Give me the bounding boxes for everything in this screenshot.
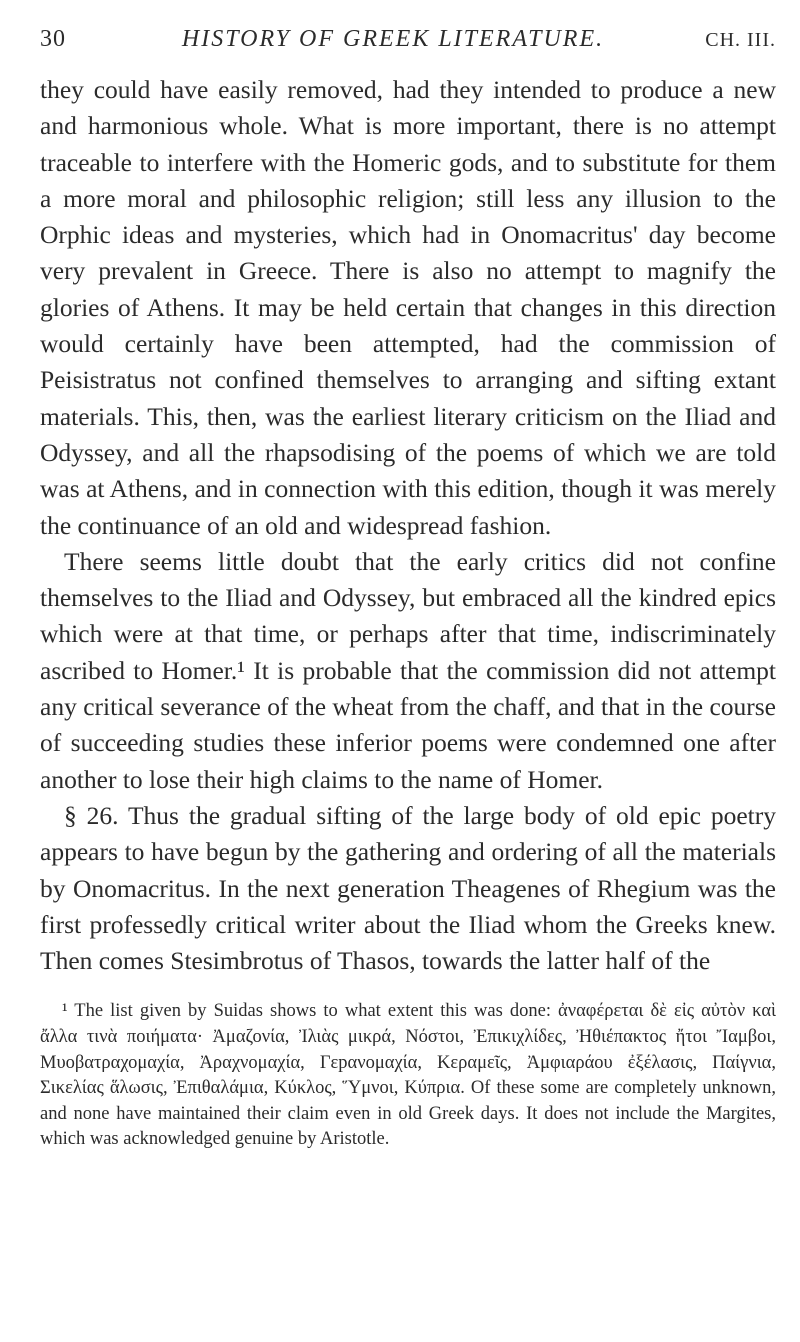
paragraph-3-section-26: § 26. Thus the gradual sifting of the large body of old epic poetry appears to have begun by the gathering and ordering of all the materials by Onomacritus. In the next generation Theagenes of Rhegium was the first professedly critical writer about the Iliad whom the Greeks knew. Then comes Stesimbrotus of Thasos, towards the latter half of the xyxy=(40,800,776,976)
paragraph-1: they could have easily removed, had they intended to produce a new and harmonious whole. What is more important, there is no attempt traceable to interfere with the Homeric gods, and to substitute for them a more moral and philosophic religion; still less any illusion to the Orphic ideas and mysteries, which had in Onomacritus' day become very prevalent in Greece. There is also no attempt to magnify the glories of Athens. It may be held certain that changes in this direction would certainly have been attempted, had the commission of Peisistratus not confined themselves to arranging and sifting extant materials. This, then, was the earliest literary criticism on the Iliad and Odyssey, and all the rhapsodising of the poems of which we are told was at Athens, and in connection with this edition, though it was merely the continuance of an old and widespread fashion. xyxy=(40,75,776,540)
running-title: HISTORY OF GREEK LITERATURE. xyxy=(181,26,605,52)
chapter-label: CH. III. xyxy=(705,29,776,51)
footnote-block xyxy=(40,999,776,1153)
page-number: 30 xyxy=(40,26,66,52)
footnote-1: ¹ The list given by Suidas shows to what extent this was done: ἀναφέρεται δὲ εἰς αὐτὸν καὶ ἄλλα τινὰ ποιήματα· Ἀμαζονία, Ἰλιὰς μικρά, Νόστοι, Ἐπικιχλίδες, Ἠθιέπακτος ἤτοι Ἴαμβοι, Μυοβατραχομαχία, Ἀραχνομαχία, Γεpανομαχία, Κεραμεῖς, Ἀμφιαράου ἐξέλασις, Παίγνια, Σικελίας ἅλωσις, Ἐπιθαλάμια, Κύκλος, Ὕμνοι, Κύπρια. Of these some are completely unknown, and none have maintained their claim even in old Greek days. It does not include the Margites, which was acknowledged genuine by Aristotle. xyxy=(40,1001,776,1150)
page-body xyxy=(40,72,776,979)
page-header xyxy=(40,26,776,68)
paragraph-2: There seems little doubt that the early critics did not confine themselves to the Iliad and Odyssey, but embraced all the kindred epics which were at that time, or perhaps after that time, indiscriminately ascribed to Homer.¹ It is probable that the commission did not attempt any critical severance of the wheat from the chaff, and that in the course of succeeding studies these inferior poems were condemned one after another to lose their high claims to the name of Homer. xyxy=(40,546,776,794)
